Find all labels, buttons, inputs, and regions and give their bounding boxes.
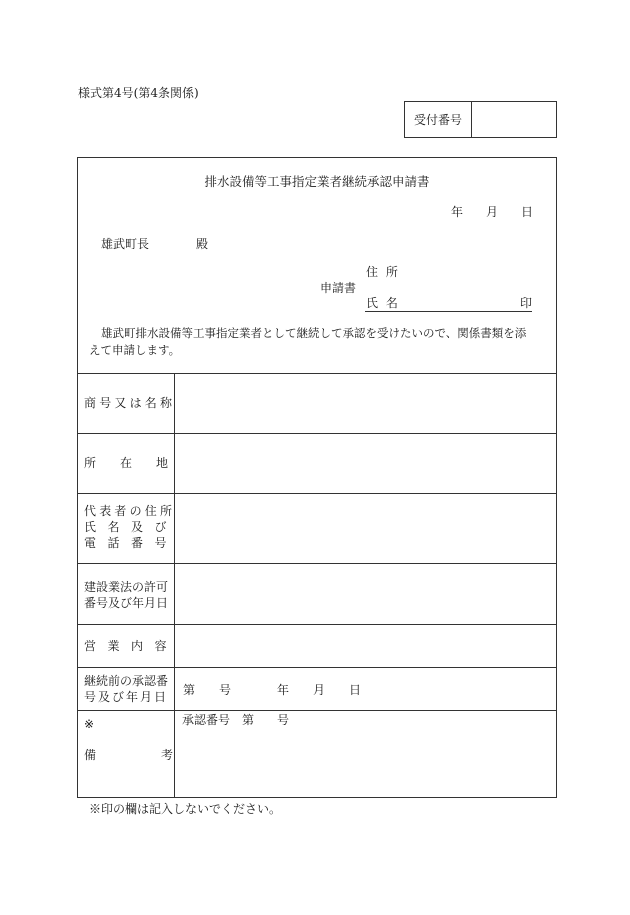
row-line-5 xyxy=(77,667,557,668)
prior-approval-dai: 第 xyxy=(183,683,196,697)
remarks-mark: ※ xyxy=(84,717,95,731)
prior-approval-month: 月 xyxy=(313,683,326,697)
prior-approval-label-1: 継続前の承認番 xyxy=(84,674,169,688)
applicant-name-underline xyxy=(365,311,532,312)
prior-approval-day: 日 xyxy=(349,683,362,697)
license-label-1: 建設業法の許可 xyxy=(84,580,169,594)
row-line-6 xyxy=(77,710,557,711)
date-year: 年 xyxy=(451,205,464,219)
body-text-line2: えて申請します。 xyxy=(89,343,181,357)
row-line-1 xyxy=(77,433,557,434)
prior-approval-year: 年 xyxy=(277,683,290,697)
row-line-4 xyxy=(77,624,557,625)
date-month: 月 xyxy=(486,205,499,219)
date-day: 日 xyxy=(521,205,534,219)
remarks-go: 号 xyxy=(277,713,290,727)
body-text-line1: 雄武町排水設備等工事指定業者として継続して承認を受けたいので、関係書類を添 xyxy=(101,326,527,340)
prior-approval-label-2: 号及び年月日 xyxy=(84,690,169,704)
remarks-dai: 第 xyxy=(242,713,255,727)
location-label: 所在地 xyxy=(84,456,193,470)
prior-approval-go: 号 xyxy=(219,683,232,697)
representative-label-2: 氏名及び xyxy=(84,520,179,534)
representative-label-1: 代表者の住所 xyxy=(84,504,176,518)
reception-label: 受付番号 xyxy=(414,113,463,127)
form-number: 様式第4号(第4条関係) xyxy=(78,86,199,100)
row-line-3 xyxy=(77,563,557,564)
applicant-address-label: 住 所 xyxy=(366,265,400,279)
applicant-name-label: 氏 名 xyxy=(366,296,400,310)
footnote: ※印の欄は記入しないでください。 xyxy=(89,802,282,816)
trade-name-label: 商号又は名称 xyxy=(84,396,176,410)
applicant-seal: 印 xyxy=(520,296,533,310)
table-top-line xyxy=(77,373,557,374)
form-title: 排水設備等工事指定業者継続承認申請書 xyxy=(204,174,430,189)
reception-divider xyxy=(471,101,472,138)
addressee-honorific: 殿 xyxy=(196,237,209,251)
representative-label-3: 電話番号 xyxy=(84,536,179,550)
license-label-2: 番号及び年月日 xyxy=(84,596,169,610)
remarks-label: 備考 xyxy=(84,748,239,762)
remarks-approval-label: 承認番号 xyxy=(182,713,231,727)
table-column-divider xyxy=(174,373,175,798)
addressee-name: 雄武町長 xyxy=(101,237,150,251)
applicant-group-label: 申請書 xyxy=(320,281,357,295)
business-label: 営業内容 xyxy=(84,639,179,653)
row-line-2 xyxy=(77,493,557,494)
